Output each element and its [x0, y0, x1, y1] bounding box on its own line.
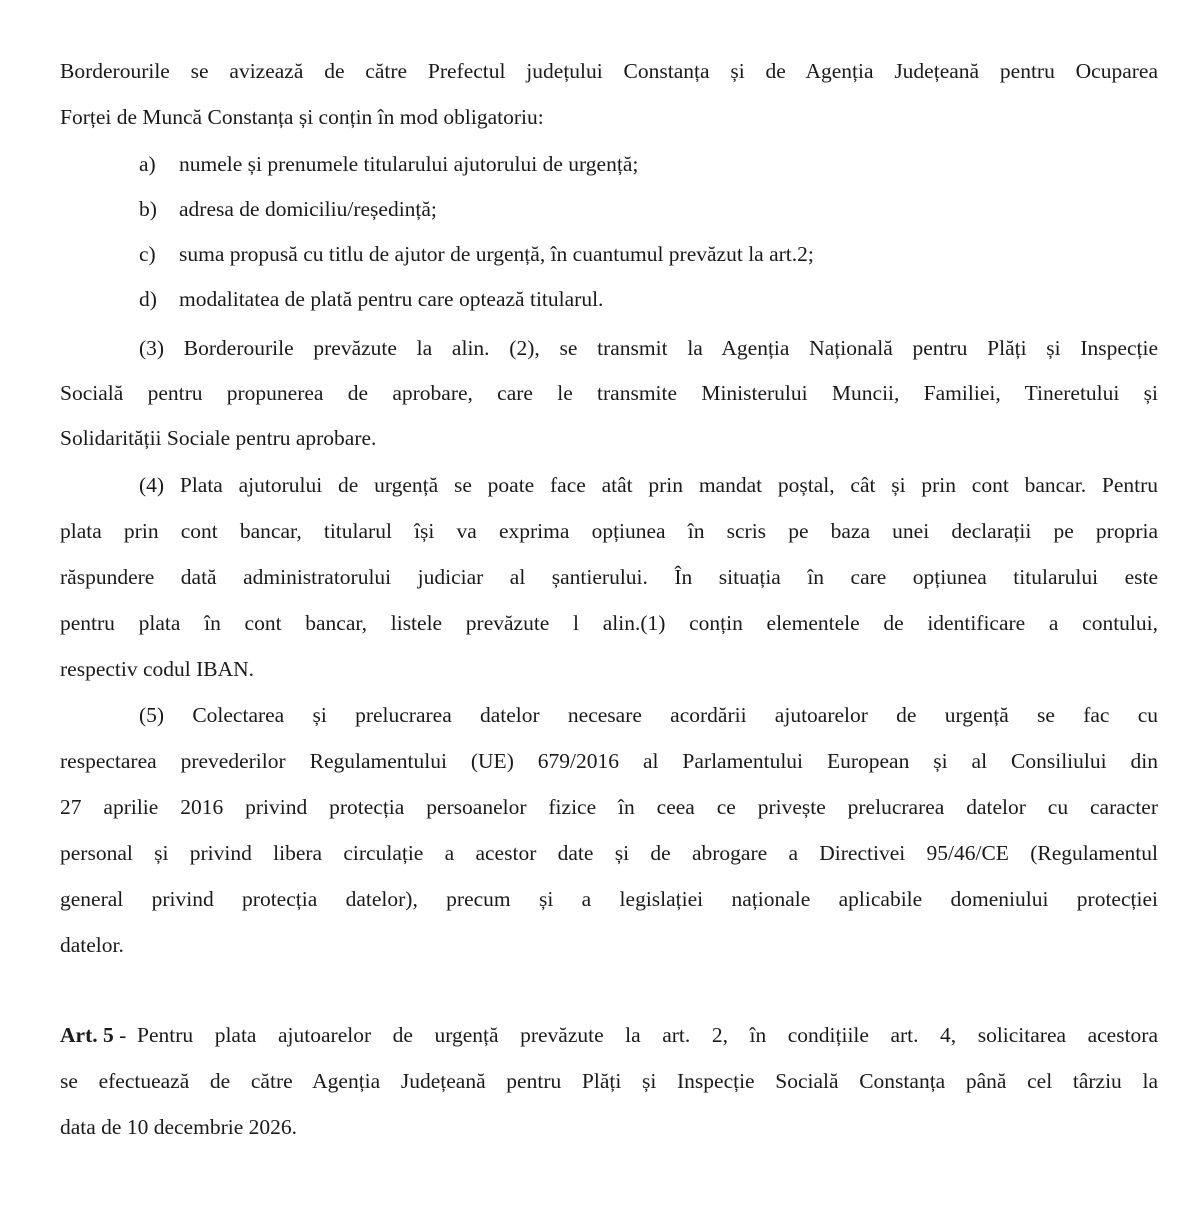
- text-line: (4) Plata ajutorului de urgență se poate face atât prin mandat poștal, cât și prin cont bancar. Pentru: [139, 473, 1158, 497]
- text-line: personal și privind libera circulație a acestor date și de abrogare a Directivei 95/46/CE (Regulamentul: [60, 841, 1158, 865]
- list-item-text: numele și prenumele titularului ajutorului de urgență;: [179, 152, 639, 176]
- article-separator: -: [113, 1023, 138, 1047]
- list-marker: c): [139, 242, 156, 266]
- article-heading: Art. 5: [60, 1023, 114, 1047]
- text-line: respectarea prevederilor Regulamentului (UE) 679/2016 al Parlamentului European și al Consiliului din: [60, 749, 1158, 773]
- list-item-text: modalitatea de plată pentru care optează titularul.: [179, 287, 604, 311]
- text-line: răspundere dată administratorului judiciar al șantierului. În situația în care opțiunea titularului este: [60, 565, 1158, 589]
- list-item-text: adresa de domiciliu/reședință;: [179, 197, 437, 221]
- text-line: Socială pentru propunerea de aprobare, care le transmite Ministerului Muncii, Familiei, Tineretului și: [60, 381, 1158, 405]
- text-line: se efectuează de către Agenția Județeană pentru Plăți și Inspecție Socială Constanța până cel târziu la: [60, 1069, 1158, 1093]
- text-line: (5) Colectarea și prelucrarea datelor necesare acordării ajutoarelor de urgență se fac cu: [139, 703, 1158, 727]
- text-line: (3) Borderourile prevăzute la alin. (2), se transmit la Agenția Națională pentru Plăți și Inspecție: [139, 336, 1158, 360]
- text-line: 27 aprilie 2016 privind protecția persoanelor fizice în ceea ce privește prelucrarea datelor cu caracter: [60, 795, 1158, 819]
- text-line: general privind protecția datelor), precum și a legislației naționale aplicabile domeniului protecției: [60, 887, 1158, 911]
- text-line: Pentru plata ajutoarelor de urgență prevăzute la art. 2, în condițiile art. 4, solicitarea acestora: [137, 1023, 1158, 1047]
- text-line: pentru plata în cont bancar, listele prevăzute l alin.(1) conțin elementele de identificare a contului,: [60, 611, 1158, 635]
- list-marker: d): [139, 287, 157, 311]
- text-line: respectiv codul IBAN.: [60, 657, 255, 681]
- text-line: Borderourile se avizează de către Prefectul județului Constanța și de Agenția Județeană pentru Ocuparea: [60, 59, 1158, 83]
- list-marker: a): [139, 152, 156, 176]
- list-marker: b): [139, 197, 157, 221]
- list-item-text: suma propusă cu titlu de ajutor de urgență, în cuantumul prevăzut la art.2;: [179, 242, 814, 266]
- text-line: Forței de Muncă Constanța și conțin în mod obligatoriu:: [60, 105, 544, 129]
- text-line: Solidarității Sociale pentru aprobare.: [60, 426, 377, 450]
- text-line: datelor.: [60, 933, 124, 957]
- text-line: data de 10 decembrie 2026.: [60, 1115, 298, 1139]
- text-line: plata prin cont bancar, titularul își va exprima opțiunea în scris pe baza unei declarații pe propria: [60, 519, 1158, 543]
- article-5-first-line: [60, 1022, 1158, 1048]
